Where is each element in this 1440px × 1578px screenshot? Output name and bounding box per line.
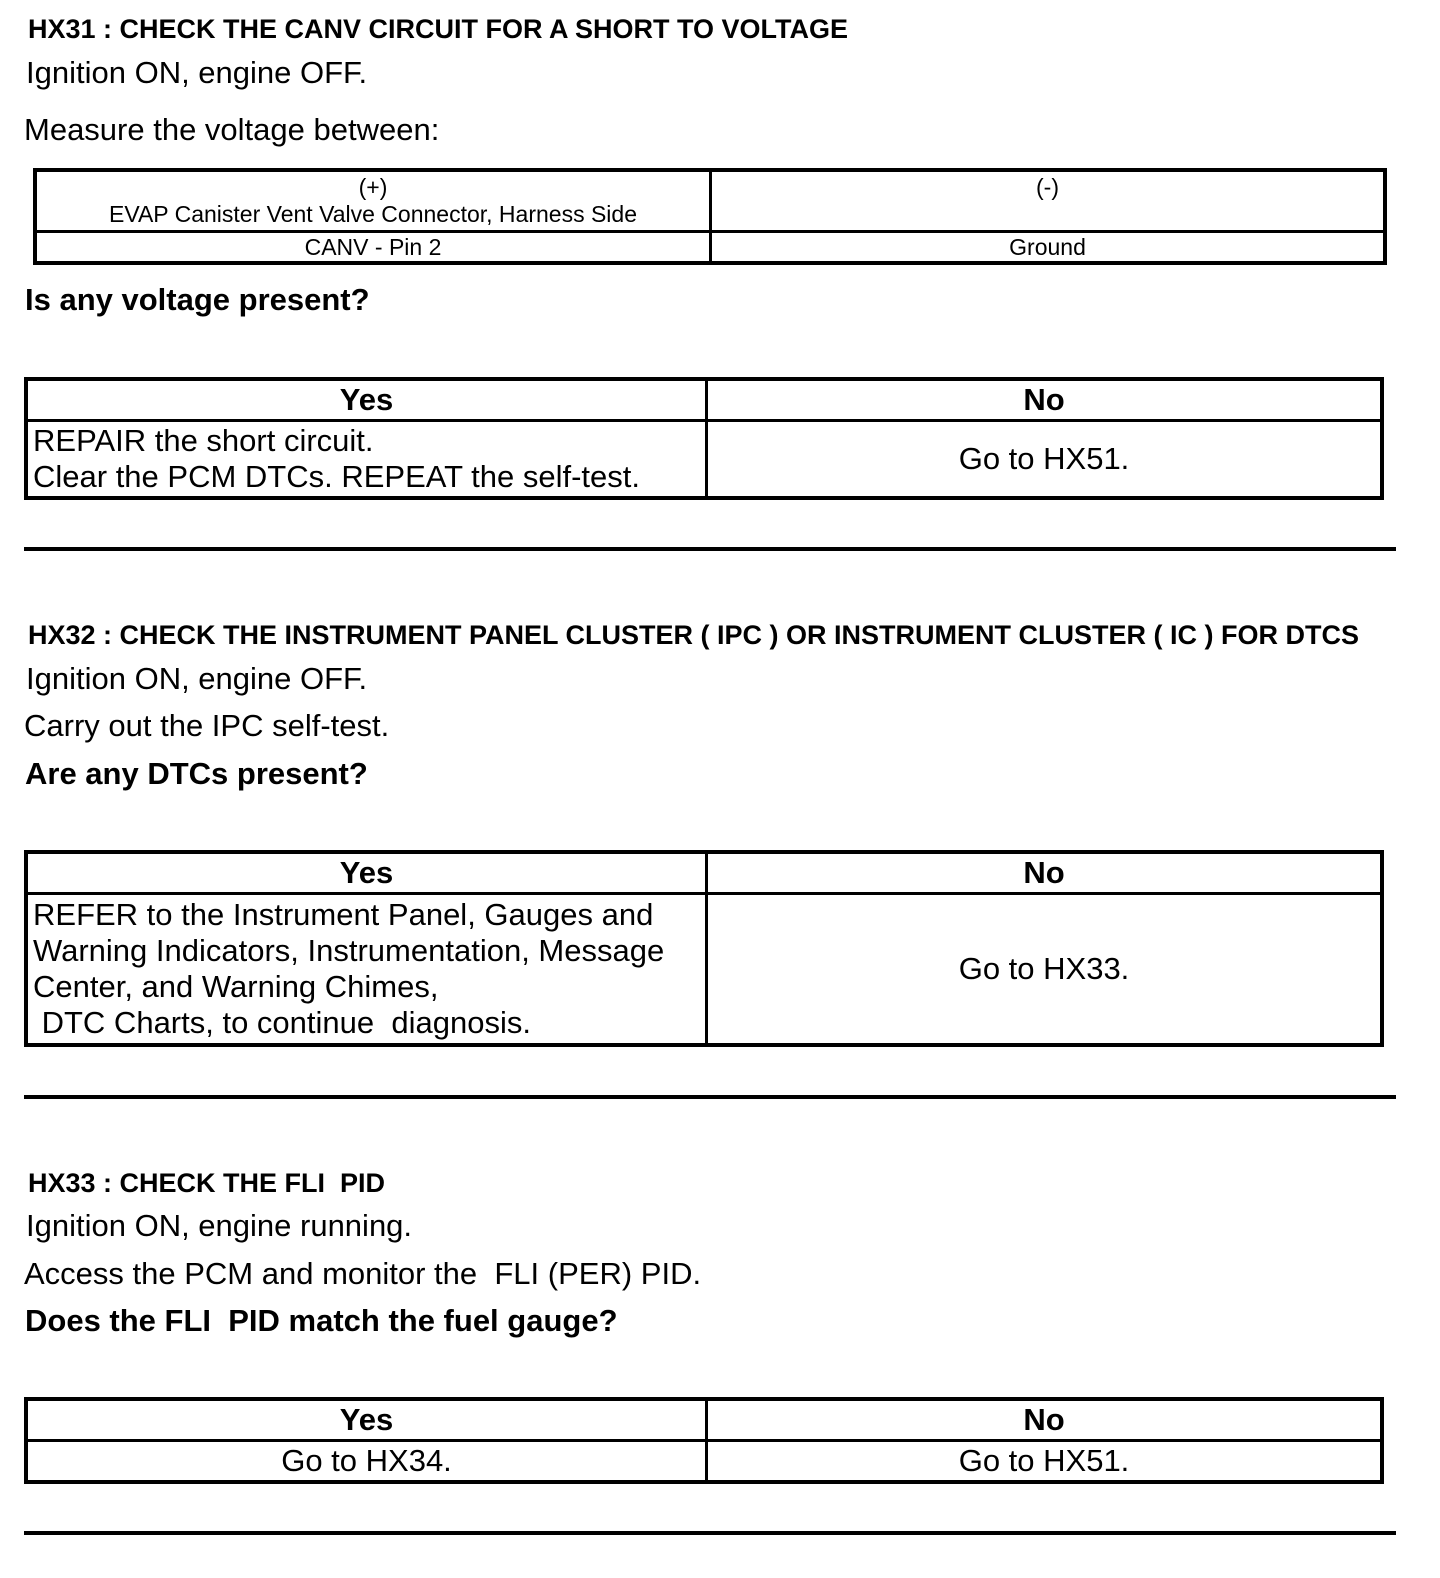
section-divider bbox=[24, 1531, 1396, 1535]
yes-header: Yes bbox=[26, 852, 707, 894]
no-result: Go to HX51. bbox=[707, 421, 1383, 499]
measurement-value-positive: CANV - Pin 2 bbox=[35, 232, 711, 264]
step-text: Access the PCM and monitor the FLI (PER) PID. bbox=[24, 1256, 702, 1291]
result-line: Warning Indicators, Instrumentation, Message bbox=[33, 933, 665, 968]
measurement-header-positive bbox=[35, 170, 711, 232]
step-text: Carry out the IPC self-test. bbox=[24, 708, 390, 743]
result-table bbox=[24, 850, 1384, 1047]
yes-header: Yes bbox=[26, 379, 707, 421]
no-header: No bbox=[707, 1399, 1383, 1441]
result-table bbox=[24, 1397, 1384, 1484]
yes-result bbox=[26, 894, 707, 1046]
measurement-header-negative bbox=[711, 170, 1386, 232]
question-text: Is any voltage present? bbox=[25, 282, 370, 317]
result-line: REPAIR the short circuit. bbox=[33, 423, 374, 458]
question-text: Does the FLI PID match the fuel gauge? bbox=[25, 1303, 618, 1338]
result-line: DTC Charts, to continue diagnosis. bbox=[33, 1005, 531, 1040]
step-text: Ignition ON, engine OFF. bbox=[26, 55, 368, 90]
no-result: Go to HX33. bbox=[707, 894, 1383, 1046]
yes-result bbox=[26, 421, 707, 499]
section-heading-hx31: HX31 : CHECK THE CANV CIRCUIT FOR A SHORT TO VOLTAGE bbox=[28, 14, 849, 44]
negative-label: (-) bbox=[1036, 174, 1059, 200]
yes-result: Go to HX34. bbox=[26, 1441, 707, 1483]
step-text: Ignition ON, engine OFF. bbox=[26, 661, 368, 696]
measurement-table bbox=[33, 168, 1387, 265]
section-divider bbox=[24, 1095, 1396, 1099]
section-heading-hx32: HX32 : CHECK THE INSTRUMENT PANEL CLUSTER ( IPC ) OR INSTRUMENT CLUSTER ( IC ) FOR DTCS bbox=[28, 620, 1360, 650]
connector-label: EVAP Canister Vent Valve Connector, Harness Side bbox=[108, 201, 637, 227]
no-result: Go to HX51. bbox=[707, 1441, 1383, 1483]
section-heading-hx33: HX33 : CHECK THE FLI PID bbox=[28, 1168, 386, 1198]
no-header: No bbox=[707, 379, 1383, 421]
positive-label: (+) bbox=[358, 174, 388, 200]
result-line: Center, and Warning Chimes, bbox=[33, 969, 439, 1004]
section-divider bbox=[24, 547, 1396, 551]
question-text: Are any DTCs present? bbox=[25, 756, 368, 791]
step-text: Measure the voltage between: bbox=[24, 112, 440, 147]
result-line: REFER to the Instrument Panel, Gauges and bbox=[33, 897, 654, 932]
measurement-value-negative: Ground bbox=[711, 232, 1386, 264]
no-header: No bbox=[707, 852, 1383, 894]
result-line: Clear the PCM DTCs. REPEAT the self-test. bbox=[33, 459, 640, 494]
step-text: Ignition ON, engine running. bbox=[26, 1208, 413, 1243]
yes-header: Yes bbox=[26, 1399, 707, 1441]
result-table bbox=[24, 377, 1384, 500]
